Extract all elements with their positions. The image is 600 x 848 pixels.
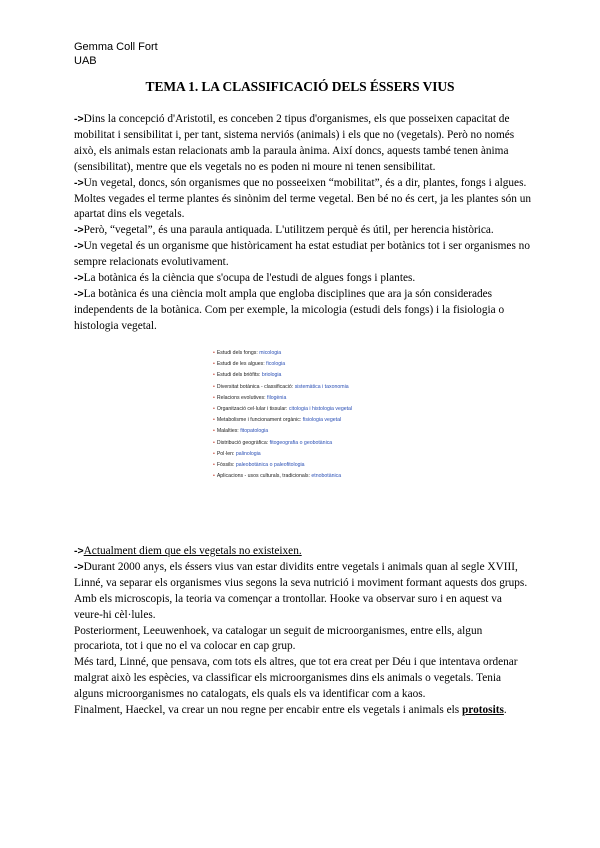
figure-item: • Estudi dels fongs: micologia	[213, 350, 282, 356]
arrow-marker: ->	[74, 176, 84, 189]
figure-item: • Malalties: fitopatologia	[213, 428, 269, 435]
arrow-marker: ->	[74, 240, 84, 253]
header	[74, 40, 158, 68]
figure-item: • Relacions evolutives: filogènia	[213, 394, 287, 401]
page-title: TEMA 1. LA CLASSIFICACIÓ DELS ÉSSERS VIUS	[145, 79, 455, 94]
paragraph-1: ->Dins la concepció d'Aristotil, es conceben 2 tipus d'organismes, els que posseixen capacitat de mobilitat i sensibilitat i, per tant, sistema nerviós (animals) i els que no (vegetals). Però no només això, els animals estan relacionats amb la paraula ànima. Així doncs, aquests també tenen ànima (sensibilitat), mentre que els vegetals no es poden ni moure ni tenen sensibilitat.	[74, 113, 515, 173]
arrow-marker: ->	[74, 287, 84, 300]
history-section	[74, 544, 532, 719]
paragraph-9: Posteriorment, Leeuwenhoek, va catalogar un seguit de microorganismes, entre ells, algun procariota, tot i que no el va colocar en cap grup.	[74, 624, 483, 653]
paragraph-10: Més tard, Linné, que pensava, com tots els altres, que tot era creat per Déu i que intentava ordenar malgrat això les espècies, va classificar els microorganismes dins els animals o vegetals. Tenia alguns microorganismes no catalogats, els quals els va identificar com a kaos.	[74, 656, 518, 701]
intro-section	[74, 112, 532, 335]
paragraph-3: ->Però, “vegetal”, és una paraula antiquada. L'utilitzem perquè és útil, per herencia històrica.	[74, 224, 494, 237]
arrow-marker: ->	[74, 113, 84, 125]
figure-item: • Distribució geogràfica: fitogeografia o geobotànica	[213, 439, 333, 446]
figure-item: • Aplicacions - usos culturals, tradicionals: etnobotànica	[213, 473, 342, 480]
disciplines-figure	[213, 348, 393, 538]
paragraph-8: ->Durant 2000 anys, els éssers vius van estar dividits entre vegetals i animals quan al segle XVIII, Linné, va separar els organismes vius segons la seva nutrició i moviment formant aquests dos grups. Amb els microscopis, la teoria va començar a trontollar. Hooke va observar suro i en aquest va veure-hi cèl·lules.	[74, 560, 528, 621]
figure-item: • Diversitat botànica - classificació: sistemàtica i taxonomia	[213, 383, 349, 390]
institution: UAB	[74, 55, 97, 67]
arrow-marker: ->	[74, 545, 84, 557]
paragraph-11: Finalment, Haeckel, va crear un nou regne per encabir entre els vegetals i animals els protosits.	[74, 704, 507, 717]
author-name: Gemma Coll Fort	[74, 41, 158, 53]
paragraph-2: ->Un vegetal, doncs, són organismes que no posseeixen “mobilitat”, és a dir, plantes, fongs i algues. Moltes vegades el terme plantes és sinònim del terme vegetal. Ben bé no és cert, ja les plantes són un apartat dins els vegetals.	[74, 176, 532, 221]
figure-item: • Organització cel·lular i tissular: citologia i histologia vegetal	[213, 405, 353, 412]
arrow-marker: ->	[74, 272, 84, 285]
figure-item: • Estudi de les algues: ficologia	[213, 361, 286, 368]
paragraph-6: ->La botànica és una ciència molt ampla que engloba disciplines que ara ja són considerades independents de la botànica. Com per exemple, la micologia (estudi dels fongs) i la fisiologia o histologia vegetal.	[74, 287, 505, 332]
figure-item: • Pol·len: palinologia	[213, 450, 261, 457]
figure-item: • Estudi dels briòfits: briologia	[213, 372, 282, 379]
protosits-term: protosits	[462, 704, 504, 717]
figure-item: • Metabolisme i funcionament orgànic: fisiologia vegetal	[213, 417, 342, 424]
arrow-marker: ->	[74, 224, 84, 237]
arrow-marker: ->	[74, 560, 84, 573]
paragraph-5: ->La botànica és la ciència que s'ocupa de l'estudi de algues fongs i plantes.	[74, 272, 416, 285]
figure-item: • Fòssils: paleobotànica o paleofitologia	[213, 461, 305, 468]
paragraph-7: ->Actualment diem que els vegetals no existeixen.	[74, 545, 302, 557]
paragraph-4: ->Un vegetal és un organisme que històricament ha estat estudiat per botànics tot i ser organismes no sempre relacionats evolutivament.	[74, 240, 530, 269]
